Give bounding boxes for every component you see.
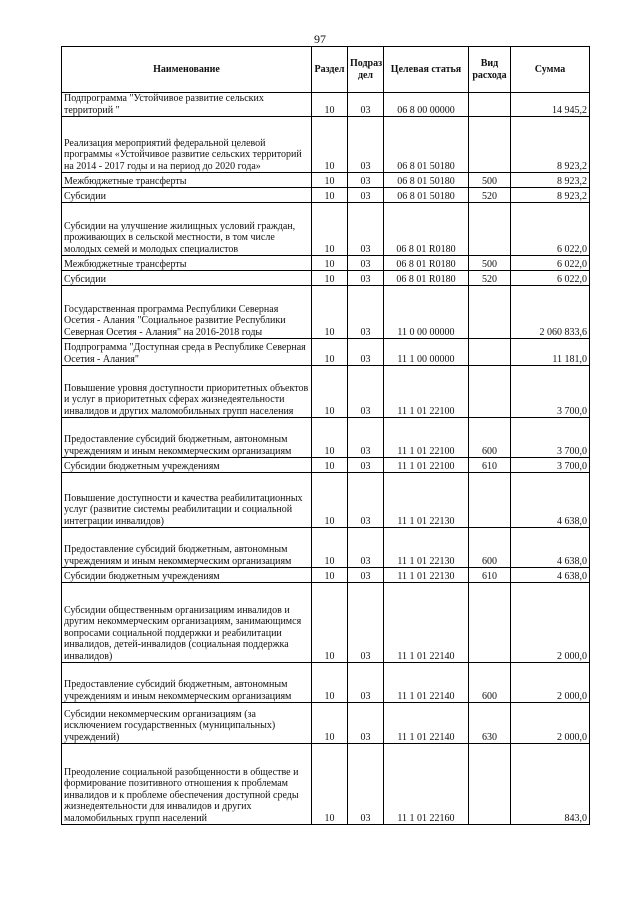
cell-section: 10	[312, 366, 348, 418]
cell-section: 10	[312, 256, 348, 271]
cell-target: 11 1 00 00000	[384, 339, 469, 366]
table-row	[62, 473, 590, 528]
cell-section: 10	[312, 418, 348, 458]
cell-sum: 3 700,0	[511, 458, 590, 473]
cell-type: 500	[469, 173, 511, 188]
cell-target: 11 1 01 22140	[384, 703, 469, 744]
cell-section: 10	[312, 271, 348, 286]
cell-target: 11 1 01 22100	[384, 458, 469, 473]
cell-subsection: 03	[348, 93, 384, 117]
cell-name: Субсидии на улучшение жилищных условий граждан, проживающих в сельской местности, в том числе молодых семей и молодых специалистов	[62, 203, 312, 256]
cell-type	[469, 203, 511, 256]
cell-type	[469, 366, 511, 418]
cell-subsection: 03	[348, 663, 384, 703]
table-row	[62, 93, 590, 117]
cell-section: 10	[312, 188, 348, 203]
table-row	[62, 339, 590, 366]
cell-name: Субсидии некоммерческим организациям (за исключением государственных (муниципальных) учреждений)	[62, 703, 312, 744]
cell-subsection: 03	[348, 188, 384, 203]
cell-target: 11 1 01 22100	[384, 366, 469, 418]
cell-type: 520	[469, 188, 511, 203]
cell-name: Межбюджетные трансферты	[62, 173, 312, 188]
cell-name: Предоставление субсидий бюджетным, автономным учреждениям и иным некоммерческим организациям	[62, 528, 312, 568]
cell-target: 06 8 01 R0180	[384, 271, 469, 286]
cell-subsection: 03	[348, 173, 384, 188]
cell-target: 11 1 01 22160	[384, 744, 469, 825]
cell-name: Субсидии	[62, 188, 312, 203]
table-row	[62, 188, 590, 203]
cell-subsection: 03	[348, 703, 384, 744]
cell-target: 06 8 01 R0180	[384, 203, 469, 256]
cell-subsection: 03	[348, 583, 384, 663]
cell-type	[469, 583, 511, 663]
cell-name: Субсидии	[62, 271, 312, 286]
cell-section: 10	[312, 663, 348, 703]
table-row	[62, 203, 590, 256]
cell-section: 10	[312, 703, 348, 744]
cell-type: 610	[469, 568, 511, 583]
cell-sum: 8 923,2	[511, 173, 590, 188]
cell-sum: 4 638,0	[511, 473, 590, 528]
cell-sum: 8 923,2	[511, 188, 590, 203]
cell-sum: 6 022,0	[511, 256, 590, 271]
cell-type: 610	[469, 458, 511, 473]
table-row	[62, 418, 590, 458]
cell-subsection: 03	[348, 418, 384, 458]
cell-sum: 6 022,0	[511, 271, 590, 286]
cell-section: 10	[312, 339, 348, 366]
cell-subsection: 03	[348, 528, 384, 568]
cell-sum: 843,0	[511, 744, 590, 825]
cell-sum: 2 000,0	[511, 703, 590, 744]
cell-subsection: 03	[348, 473, 384, 528]
table-row	[62, 703, 590, 744]
cell-name: Субсидии бюджетным учреждениям	[62, 568, 312, 583]
header-target: Целевая статья	[384, 47, 469, 93]
cell-section: 10	[312, 473, 348, 528]
cell-sum: 11 181,0	[511, 339, 590, 366]
table-row	[62, 117, 590, 173]
cell-section: 10	[312, 203, 348, 256]
cell-target: 06 8 01 50180	[384, 188, 469, 203]
cell-sum: 6 022,0	[511, 203, 590, 256]
table-row	[62, 458, 590, 473]
cell-type: 600	[469, 528, 511, 568]
cell-target: 11 1 01 22100	[384, 418, 469, 458]
cell-section: 10	[312, 117, 348, 173]
cell-name: Предоставление субсидий бюджетным, автономным учреждениям и иным некоммерческим организациям	[62, 663, 312, 703]
header-subsection: Подраз дел	[348, 47, 384, 93]
cell-type	[469, 117, 511, 173]
cell-sum: 2 000,0	[511, 583, 590, 663]
cell-name: Преодоление социальной разобщенности в обществе и формирование позитивного отношения к проблемам инвалидов и к проблеме обеспечения доступной среды жизнедеятельности для инвалидов и других маломобильных групп населений	[62, 744, 312, 825]
table-row	[62, 583, 590, 663]
cell-sum: 3 700,0	[511, 418, 590, 458]
table-row	[62, 256, 590, 271]
cell-type: 600	[469, 663, 511, 703]
cell-name: Субсидии общественным организациям инвалидов и другим некоммерческим организациям, занимающимся вопросами социальной поддержки и реабилитации инвалидов, детей-инвалидов (социальная поддержка инвалидов)	[62, 583, 312, 663]
cell-name: Подпрограмма "Доступная среда в Республике Северная Осетия - Алания"	[62, 339, 312, 366]
cell-type	[469, 93, 511, 117]
header-section: Раздел	[312, 47, 348, 93]
cell-subsection: 03	[348, 117, 384, 173]
cell-section: 10	[312, 173, 348, 188]
header-row	[62, 47, 590, 93]
table-row	[62, 568, 590, 583]
cell-subsection: 03	[348, 271, 384, 286]
cell-target: 11 0 00 00000	[384, 286, 469, 339]
header-sum: Сумма	[511, 47, 590, 93]
cell-target: 06 8 01 50180	[384, 117, 469, 173]
cell-subsection: 03	[348, 339, 384, 366]
cell-name: Субсидии бюджетным учреждениям	[62, 458, 312, 473]
cell-sum: 4 638,0	[511, 528, 590, 568]
cell-subsection: 03	[348, 744, 384, 825]
cell-section: 10	[312, 93, 348, 117]
cell-target: 11 1 01 22130	[384, 568, 469, 583]
cell-section: 10	[312, 744, 348, 825]
cell-name: Реализация мероприятий федеральной целевой программы «Устойчивое развитие сельских территорий на 2014 - 2017 годы и на период до 2020 года»	[62, 117, 312, 173]
cell-sum: 14 945,2	[511, 93, 590, 117]
cell-subsection: 03	[348, 458, 384, 473]
cell-target: 06 8 00 00000	[384, 93, 469, 117]
cell-type	[469, 473, 511, 528]
cell-subsection: 03	[348, 286, 384, 339]
cell-name: Повышение доступности и качества реабилитационных услуг (развитие системы реабилитации и социальной интеграции инвалидов)	[62, 473, 312, 528]
cell-subsection: 03	[348, 366, 384, 418]
cell-sum: 8 923,2	[511, 117, 590, 173]
cell-type: 600	[469, 418, 511, 458]
table-row	[62, 271, 590, 286]
cell-section: 10	[312, 458, 348, 473]
cell-subsection: 03	[348, 568, 384, 583]
page-number: 97	[314, 32, 326, 46]
cell-sum: 2 000,0	[511, 663, 590, 703]
cell-name: Государственная программа Республики Северная Осетия - Алания "Социальное развитие Республики Северная Осетия - Алания" на 2016-2018 годы	[62, 286, 312, 339]
cell-type: 520	[469, 271, 511, 286]
cell-target: 11 1 01 22130	[384, 528, 469, 568]
cell-section: 10	[312, 528, 348, 568]
cell-section: 10	[312, 568, 348, 583]
cell-target: 06 8 01 R0180	[384, 256, 469, 271]
cell-type	[469, 339, 511, 366]
cell-section: 10	[312, 583, 348, 663]
cell-name: Предоставление субсидий бюджетным, автономным учреждениям и иным некоммерческим организациям	[62, 418, 312, 458]
budget-table	[61, 46, 590, 825]
table-row	[62, 286, 590, 339]
cell-name: Повышение уровня доступности приоритетных объектов и услуг в приоритетных сферах жизнедеятельности инвалидов и других маломобильных групп населения	[62, 366, 312, 418]
header-name: Наименование	[62, 47, 312, 93]
cell-section: 10	[312, 286, 348, 339]
cell-sum: 4 638,0	[511, 568, 590, 583]
cell-name: Межбюджетные трансферты	[62, 256, 312, 271]
table-row	[62, 528, 590, 568]
cell-type: 500	[469, 256, 511, 271]
cell-target: 11 1 01 22130	[384, 473, 469, 528]
cell-name: Подпрограмма "Устойчивое развитие сельских территорий "	[62, 93, 312, 117]
cell-sum: 3 700,0	[511, 366, 590, 418]
table-row	[62, 173, 590, 188]
cell-target: 06 8 01 50180	[384, 173, 469, 188]
table-row	[62, 663, 590, 703]
cell-target: 11 1 01 22140	[384, 663, 469, 703]
cell-type: 630	[469, 703, 511, 744]
cell-type	[469, 286, 511, 339]
cell-sum: 2 060 833,6	[511, 286, 590, 339]
cell-type	[469, 744, 511, 825]
table-row	[62, 744, 590, 825]
cell-subsection: 03	[348, 256, 384, 271]
table-row	[62, 366, 590, 418]
cell-subsection: 03	[348, 203, 384, 256]
header-type: Вид расхода	[469, 47, 511, 93]
cell-target: 11 1 01 22140	[384, 583, 469, 663]
